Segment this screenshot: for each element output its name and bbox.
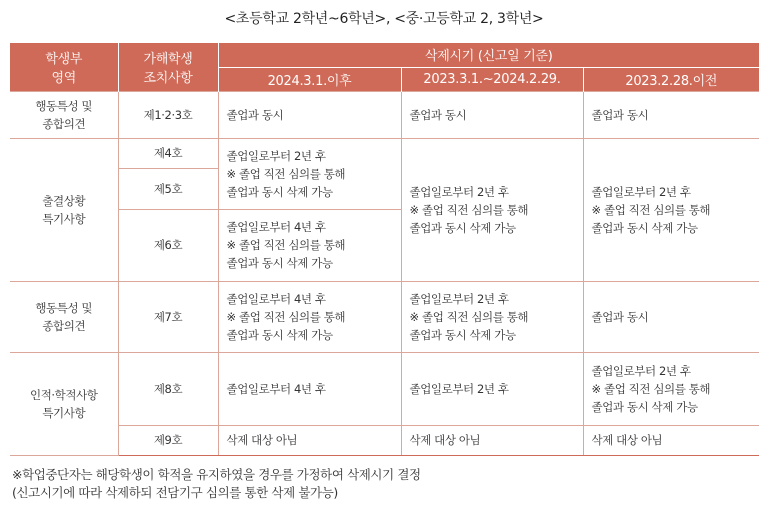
table-row	[10, 352, 759, 425]
period-cell: 삭제 대상 아님	[583, 425, 759, 455]
header-area: 학생부 영역	[10, 43, 118, 91]
header-period-before-2023: 2023.2.28.이전	[583, 67, 759, 91]
header-period-2023-2024: 2023.3.1.~2024.2.29.	[401, 67, 583, 91]
period-cell: 삭제 대상 아님	[218, 425, 401, 455]
measure-cell: 제4호	[118, 138, 218, 168]
measure-cell: 제1·2·3호	[118, 91, 218, 138]
period-cell: 졸업과 동시	[583, 91, 759, 138]
table-row	[10, 138, 759, 168]
measure-cell: 제5호	[118, 168, 218, 209]
measure-cell: 제8호	[118, 352, 218, 425]
footnote: ※학업중단자는 해당학생이 학적을 유지하였을 경우를 가정하여 삭제시기 결정 (신고시기에 따라 삭제하되 전담기구 심의를 통한 삭제 불가능)	[12, 467, 421, 500]
table-row	[10, 281, 759, 352]
area-cell: 출결상황 특기사항	[10, 138, 118, 281]
header-period: 삭제시기 (신고일 기준)	[218, 43, 759, 67]
deletion-period-table	[10, 43, 759, 456]
period-cell: 삭제 대상 아님	[401, 425, 583, 455]
period-cell: 졸업일로부터 2년 후 ※ 졸업 직전 심의를 통해 졸업과 동시 삭제 가능	[401, 281, 583, 352]
period-cell: 졸업일로부터 4년 후 ※ 졸업 직전 심의를 통해 졸업과 동시 삭제 가능	[218, 281, 401, 352]
measure-cell: 제9호	[118, 425, 218, 455]
period-cell: 졸업일로부터 2년 후 ※ 졸업 직전 심의를 통해 졸업과 동시 삭제 가능	[218, 138, 401, 209]
header-measure: 가해학생 조치사항	[118, 43, 218, 91]
measure-cell: 제7호	[118, 281, 218, 352]
area-cell: 행동특성 및 종합의견	[10, 281, 118, 352]
table-caption: <초등학교 2학년~6학년>, <중·고등학교 2, 3학년>	[224, 11, 544, 27]
header-period-after-2024: 2024.3.1.이후	[218, 67, 401, 91]
period-cell: 졸업일로부터 4년 후 ※ 졸업 직전 심의를 통해 졸업과 동시 삭제 가능	[218, 209, 401, 281]
period-cell: 졸업과 동시	[401, 91, 583, 138]
period-cell: 졸업일로부터 2년 후 ※ 졸업 직전 심의를 통해 졸업과 동시 삭제 가능	[583, 352, 759, 425]
measure-cell: 제6호	[118, 209, 218, 281]
period-cell: 졸업과 동시	[218, 91, 401, 138]
table-row	[10, 425, 759, 455]
table-row	[10, 91, 759, 138]
period-cell: 졸업과 동시	[583, 281, 759, 352]
period-cell: 졸업일로부터 2년 후 ※ 졸업 직전 심의를 통해 졸업과 동시 삭제 가능	[583, 138, 759, 281]
period-cell: 졸업일로부터 4년 후	[218, 352, 401, 425]
period-cell: 졸업일로부터 2년 후 ※ 졸업 직전 심의를 통해 졸업과 동시 삭제 가능	[401, 138, 583, 281]
area-cell: 행동특성 및 종합의견	[10, 91, 118, 138]
period-cell: 졸업일로부터 2년 후	[401, 352, 583, 425]
area-cell: 인적·학적사항 특기사항	[10, 352, 118, 455]
